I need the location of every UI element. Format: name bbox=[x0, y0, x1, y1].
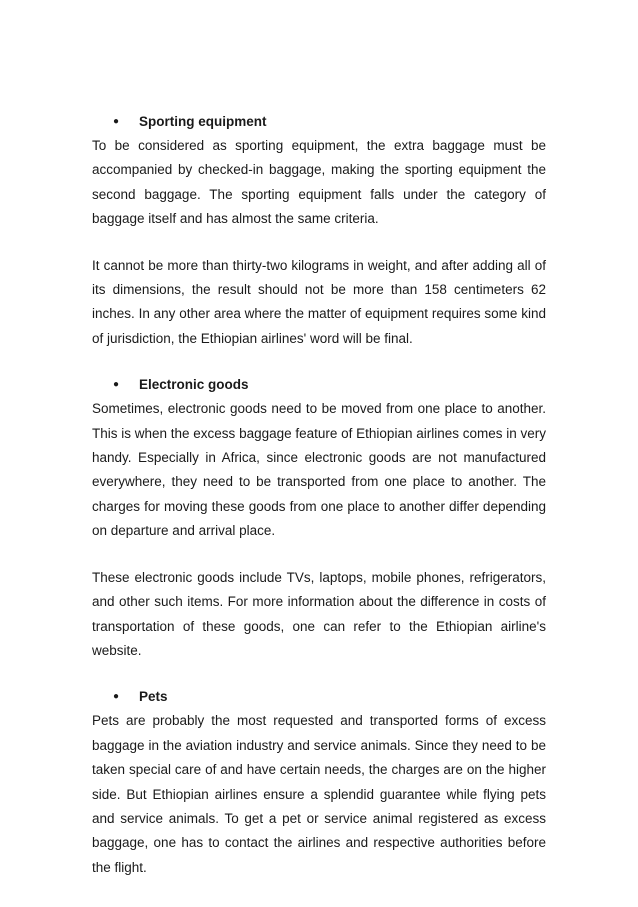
paragraph-spacer bbox=[92, 544, 546, 566]
section-heading-sporting-equipment bbox=[92, 110, 546, 134]
section-heading-pets bbox=[92, 685, 546, 709]
paragraph: It cannot be more than thirty-two kilograms in weight, and after adding all of its dimensions, the result should not be more than 158 centimeters 62 inches. In any other area where the matter of equipment requires some kind of jurisdiction, the Ethiopian airlines' word will be final. bbox=[92, 257, 546, 346]
section-heading-text: Electronic goods bbox=[139, 377, 249, 393]
bullet-icon: ● bbox=[113, 691, 120, 703]
section-heading-electronic-goods bbox=[92, 373, 546, 397]
bullet-icon: ● bbox=[113, 116, 120, 127]
paragraph: These electronic goods include TVs, laptops, mobile phones, refrigerators, and other such items. For more information about the difference in costs of transportation of these goods, one can refer to the Ethiopian airline's website. bbox=[92, 569, 546, 658]
section-spacer bbox=[92, 663, 546, 685]
paragraph: Pets are probably the most requested and transported forms of excess baggage in the aviation industry and service animals. Since they need to be taken special care of and have certain needs, the charges are on the higher side. But Ethiopian airlines ensure a splendid guarantee while flying pets and service animals. To get a pet or service animal registered as excess baggage, one has to contact the airlines and respective authorities before the flight. bbox=[92, 713, 546, 875]
document-body bbox=[92, 110, 546, 880]
section-heading-text: Sporting equipment bbox=[139, 114, 267, 129]
bullet-icon: ● bbox=[113, 379, 120, 391]
paragraph-spacer bbox=[92, 232, 546, 254]
paragraph: To be considered as sporting equipment, the extra baggage must be accompanied by checked-in baggage, making the sporting equipment the second baggage. The sporting equipment falls under the category of baggage itself and has almost the same criteria. bbox=[92, 138, 546, 227]
section-spacer bbox=[92, 351, 546, 373]
paragraph: Sometimes, electronic goods need to be moved from one place to another. This is when the excess baggage feature of Ethiopian airlines comes in very handy. Especially in Africa, since electronic goods are not manufactured everywhere, they need to be transported from one place to another. The charges for moving these goods from one place to another differ depending on departure and arrival place. bbox=[92, 401, 546, 539]
section-heading-text: Pets bbox=[139, 689, 168, 705]
